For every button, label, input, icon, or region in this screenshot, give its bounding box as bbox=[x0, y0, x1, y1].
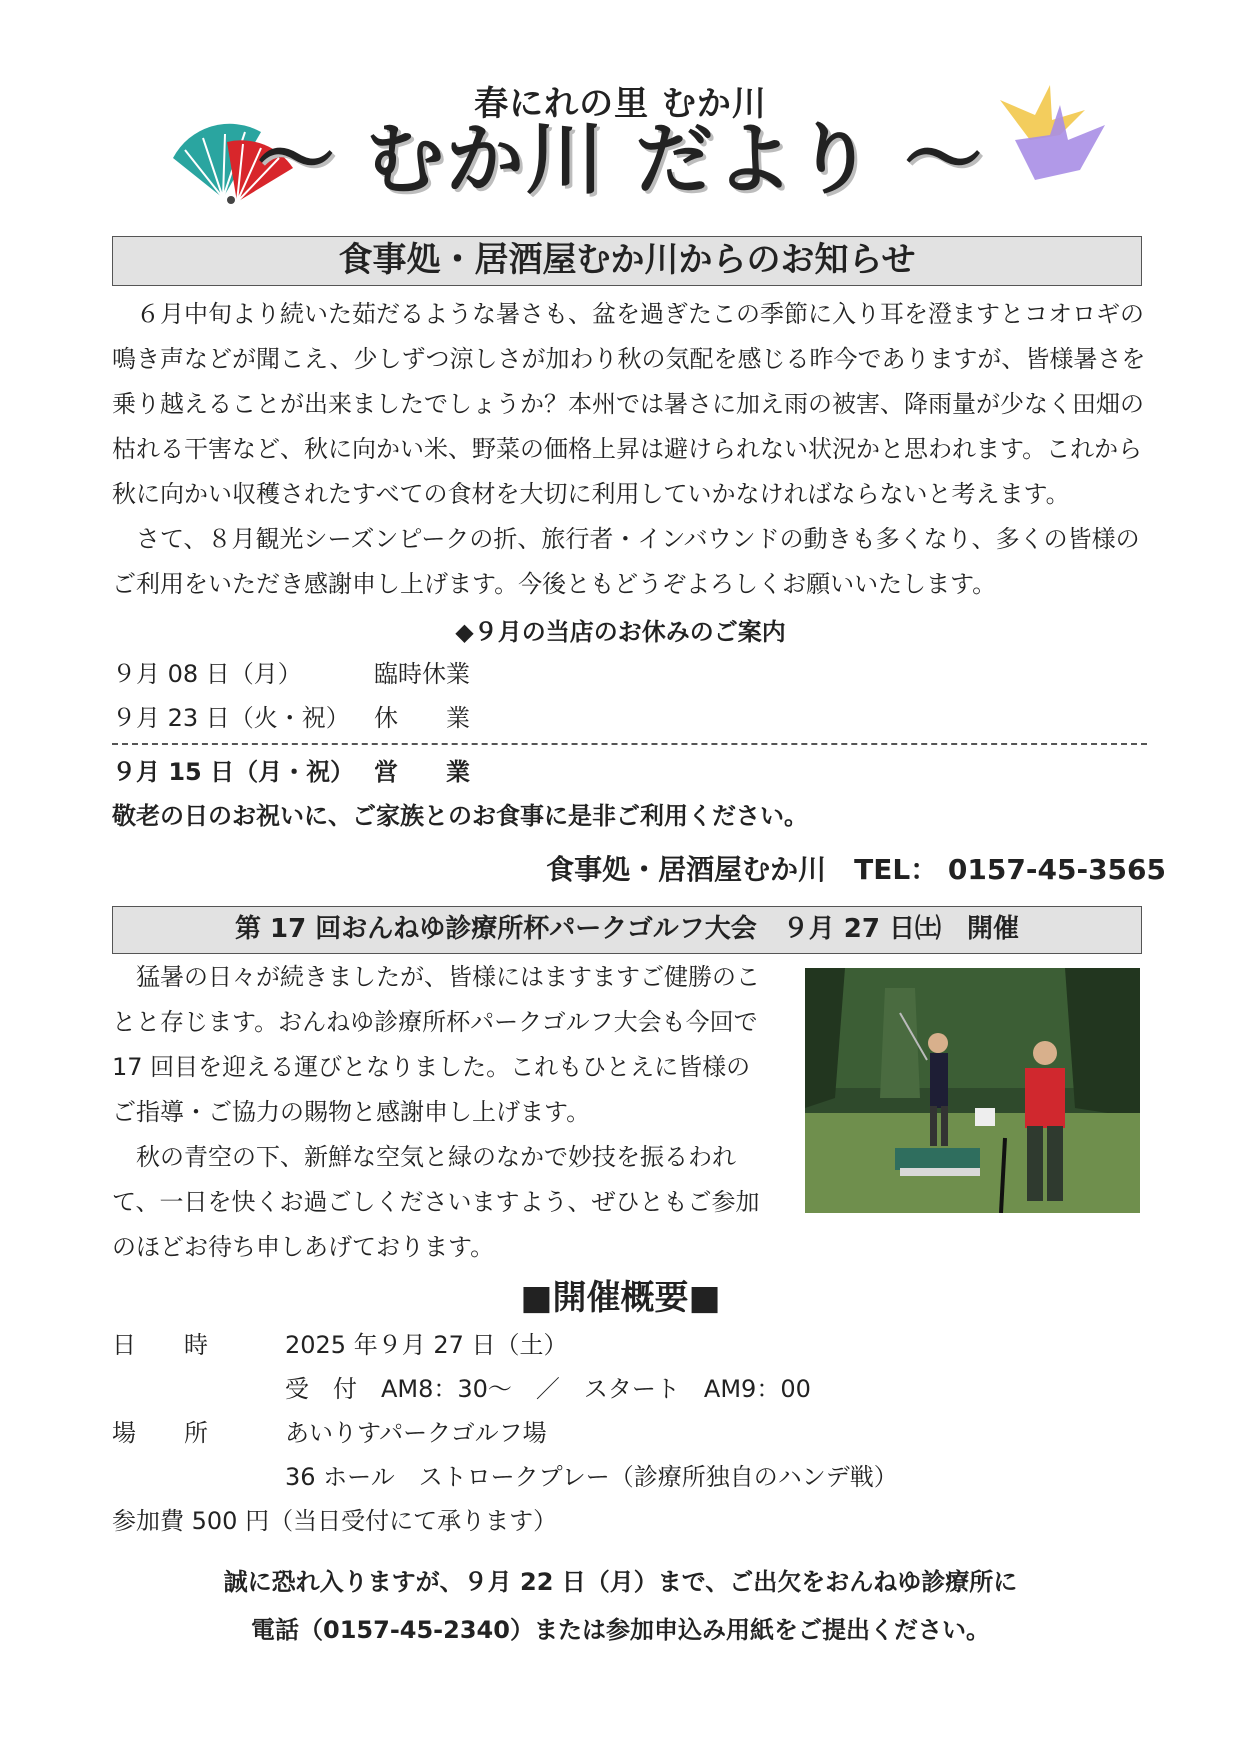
notice-paragraph-1: ６月中旬より続いた茹だるような暑さも、盆を過ぎたこの季節に入り耳を澄ますとコオロギの鳴き声などが聞こえ、少しずつ涼しさが加わり秋の気配を感じる昨今でありますが、皆様暑さを乗り越えることが出来ましたでしょうか？本州では暑さに加え雨の被害、降雨量が少なく田畑の枯れる干害など、秋に向かい米、野菜の価格上昇は避けられない状況かと思われます。これから秋に向かい収穫されたすべての食材を大切に利用していかなければならないと考えます。 bbox=[112, 300, 1146, 508]
notice-paragraph-2: さて、８月観光シーズンピークの折、旅行者・インバウンドの動きも多くなり、多くの皆様のご利用をいただき感謝申し上げます。今後ともどうぞよろしくお願いいたします。 bbox=[112, 525, 1140, 598]
park-golf-photo bbox=[805, 968, 1140, 1213]
person-in-red bbox=[1025, 1068, 1065, 1128]
overview-value: 36 ホール ストロークプレー（診療所独自のハンデ戦） bbox=[285, 1463, 898, 1491]
newsletter-title: ～ むか川 だより ～ bbox=[256, 115, 985, 205]
golf-heading: 第 17 回おんねゆ診療所杯パークゴルフ大会 ９月 27 日㈯ 開催 bbox=[112, 906, 1142, 954]
overview-row bbox=[112, 1455, 898, 1500]
golf-paragraph-2: 秋の青空の下、新鮮な空気と緑のなかで妙技を振るわれて、一日を快くお過ごしくださいますよう、ぜひともご参加のほどお待ち申しあげております。 bbox=[112, 1143, 760, 1261]
overview-row bbox=[112, 1367, 811, 1412]
overview-value: 受 付 AM8：30～ ／ スタート AM9：00 bbox=[285, 1375, 811, 1403]
dashed-divider bbox=[112, 743, 1147, 745]
notice-heading: 食事処・居酒屋むか川からのお知らせ bbox=[112, 236, 1142, 286]
newsletter-subtitle: 春にれの里 むか川 bbox=[474, 84, 767, 124]
rsvp-note-line-1: 誠に恐れ入りますが、９月 22 日（月）まで、ご出欠をおんねゆ診療所に bbox=[223, 1568, 1018, 1596]
holiday-heading: ◆９月の当店のお休みのご案内 bbox=[455, 618, 786, 646]
golfer-figure bbox=[930, 1053, 948, 1108]
open-day-row bbox=[112, 750, 470, 795]
open-day-date: ９月 15 日（月・祝） bbox=[112, 758, 355, 786]
notice-body bbox=[112, 292, 1162, 607]
holiday-status: 臨時休業 bbox=[374, 660, 470, 688]
golf-paragraph-1: 猛暑の日々が続きましたが、皆様にはますますご健勝のことと存じます。おんねゆ診療所杯パークゴルフ大会も今回で 17 回目を迎える運びとなりました。これもひとえに皆様のご指導・ご協力の賜物と感謝申し上げます。 bbox=[112, 963, 760, 1126]
holiday-row bbox=[112, 696, 470, 741]
overview-label: 日 時 bbox=[112, 1331, 208, 1359]
golf-body bbox=[112, 955, 772, 1270]
holiday-status: 休 業 bbox=[374, 704, 470, 732]
overview-value: あいりすパークゴルフ場 bbox=[285, 1419, 547, 1447]
overview-value: 2025 年９月 27 日（土） bbox=[285, 1331, 568, 1359]
overview-label: 場 所 bbox=[112, 1419, 208, 1447]
overview-row bbox=[112, 1411, 547, 1456]
open-day-status: 営 業 bbox=[374, 758, 470, 786]
rsvp-note-line-2: 電話（0157-45-2340）または参加申込み用紙をご提出ください。 bbox=[251, 1616, 990, 1644]
participation-fee: 参加費 500 円（当日受付にて承ります） bbox=[112, 1507, 558, 1535]
holiday-date: ９月 23 日（火・祝） bbox=[112, 704, 350, 732]
overview-heading: ■開催概要■ bbox=[520, 1278, 721, 1318]
restaurant-tel: 食事処・居酒屋むか川 TEL： 0157-45-3565 bbox=[546, 853, 1166, 886]
holiday-date: ９月 08 日（月） bbox=[112, 660, 302, 688]
overview-row bbox=[112, 1323, 568, 1368]
open-day-note: 敬老の日のお祝いに、ご家族とのお食事に是非ご利用ください。 bbox=[112, 802, 808, 830]
holiday-row bbox=[112, 652, 470, 697]
